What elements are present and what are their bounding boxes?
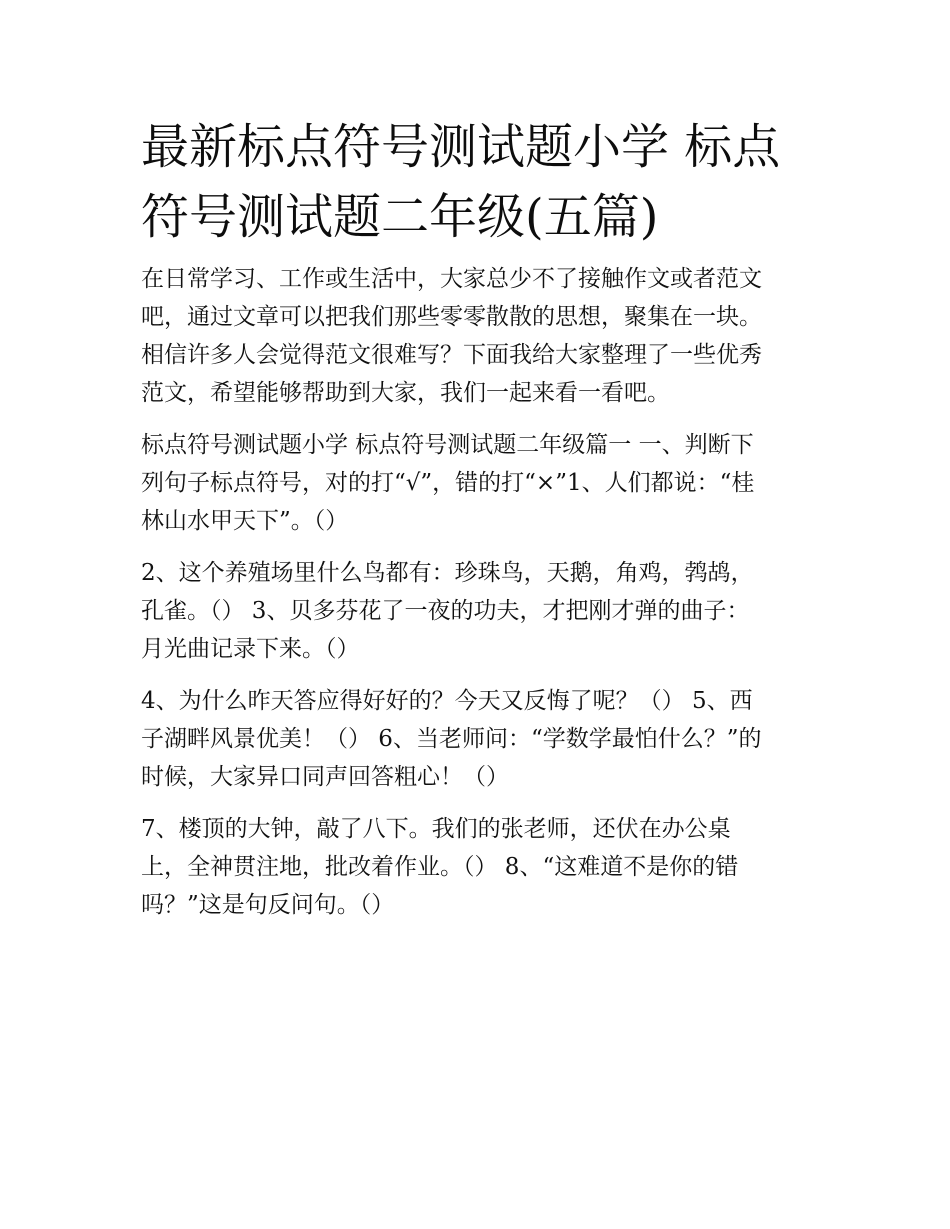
paragraph-spacer — [141, 796, 816, 810]
paragraph-question-intro — [141, 426, 816, 540]
paragraph-line: 7、楼顶的大钟，敲了八下。我们的张老师，还伏在办公桌 — [141, 816, 731, 842]
title-line-1: 最新标点符号测试题小学 标点 — [141, 119, 781, 175]
paragraph-line: 标点符号测试题小学 标点符号测试题二年级篇一 一、判断下 — [141, 432, 754, 458]
paragraph-line: 列句子标点符号，对的打“√”，错的打“×”1、人们都说：“桂 — [141, 470, 755, 496]
paragraph-questions-7-8 — [141, 810, 816, 924]
paragraph-line: 吧，通过文章可以把我们那些零零散散的思想，聚集在一块。 — [141, 304, 762, 330]
paragraph-line: 月光曲记录下来。（） — [141, 636, 360, 662]
paragraph-line: 时候，大家异口同声回答粗心！（） — [141, 764, 509, 790]
document-body — [141, 260, 816, 924]
paragraph-line: 孔雀。（） 3、贝多芬花了一夜的功夫，才把刚才弹的曲子： — [141, 598, 750, 624]
paragraph-line: 子湖畔风景优美！（） 6、当老师问：“学数学最怕什么？”的 — [141, 726, 762, 752]
paragraph-line: 上，全神贯注地，批改着作业。（） 8、“这难道不是你的错 — [141, 854, 739, 880]
paragraph-spacer — [141, 540, 816, 554]
paragraph-questions-4-6 — [141, 682, 816, 796]
paragraph-line: 4、为什么昨天答应得好好的？今天又反悔了呢？（） 5、西 — [141, 688, 753, 714]
paragraph-questions-2-3 — [141, 554, 816, 668]
paragraph-line: 相信许多人会觉得范文很难写？下面我给大家整理了一些优秀 — [141, 342, 762, 368]
paragraph-line: 在日常学习、工作或生活中，大家总少不了接触作文或者范文 — [141, 266, 762, 292]
paragraph-line: 2、这个养殖场里什么鸟都有：珍珠鸟，天鹅，角鸡，鹁鸪， — [141, 560, 754, 586]
paragraph-line: 吗？”这是句反问句。（） — [141, 892, 395, 918]
paragraph-line: 林山水甲天下”。（） — [141, 508, 349, 534]
document-content — [141, 112, 816, 924]
paragraph-spacer — [141, 668, 816, 682]
title-line-2: 符号测试题二年级(五篇) — [141, 189, 659, 245]
paragraph-line: 范文，希望能够帮助到大家，我们一起来看一看吧。 — [141, 380, 670, 406]
document-title — [141, 112, 816, 252]
paragraph-intro — [141, 260, 816, 412]
paragraph-spacer — [141, 412, 816, 426]
